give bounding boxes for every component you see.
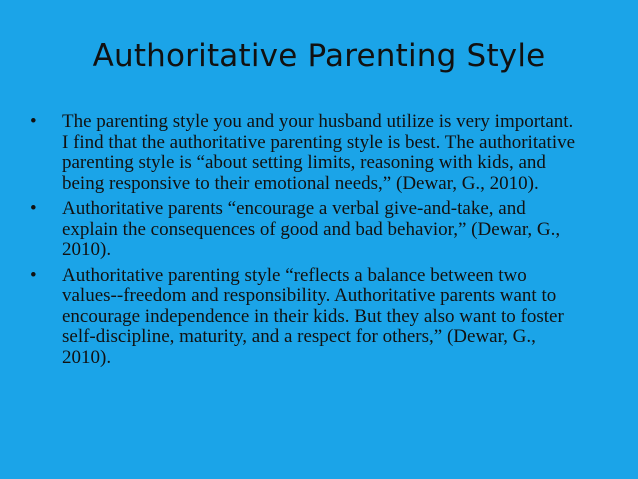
bullet-text: The parenting style you and your husband utilize is very important. I find that the authoritative parenting style is best. The authoritative parenting style is “about setting limits, reasoning with kids, and being responsive to their emotional needs,” (Dewar, G., 2010). (62, 111, 576, 194)
bullet-item (26, 199, 576, 261)
bullet-item (26, 266, 576, 369)
bullet-item (26, 112, 576, 194)
bullet-list (26, 112, 576, 373)
bullet-marker: • (30, 198, 37, 219)
bullet-text: Authoritative parents “encourage a verbal give-and-take, and explain the consequences of good and bad behavior,” (Dewar, G., 2010). (62, 198, 561, 260)
bullet-marker: • (30, 111, 37, 132)
bullet-text: Authoritative parenting style “reflects a balance between two values--freedom and responsibility. Authoritative parents want to encourage independence in their kids. But they also want to foster self-discipline, maturity, and a respect for others,” (Dewar, G., 2010). (62, 264, 564, 368)
slide-title: Authoritative Parenting Style (92, 38, 546, 74)
bullet-marker: • (30, 264, 37, 286)
